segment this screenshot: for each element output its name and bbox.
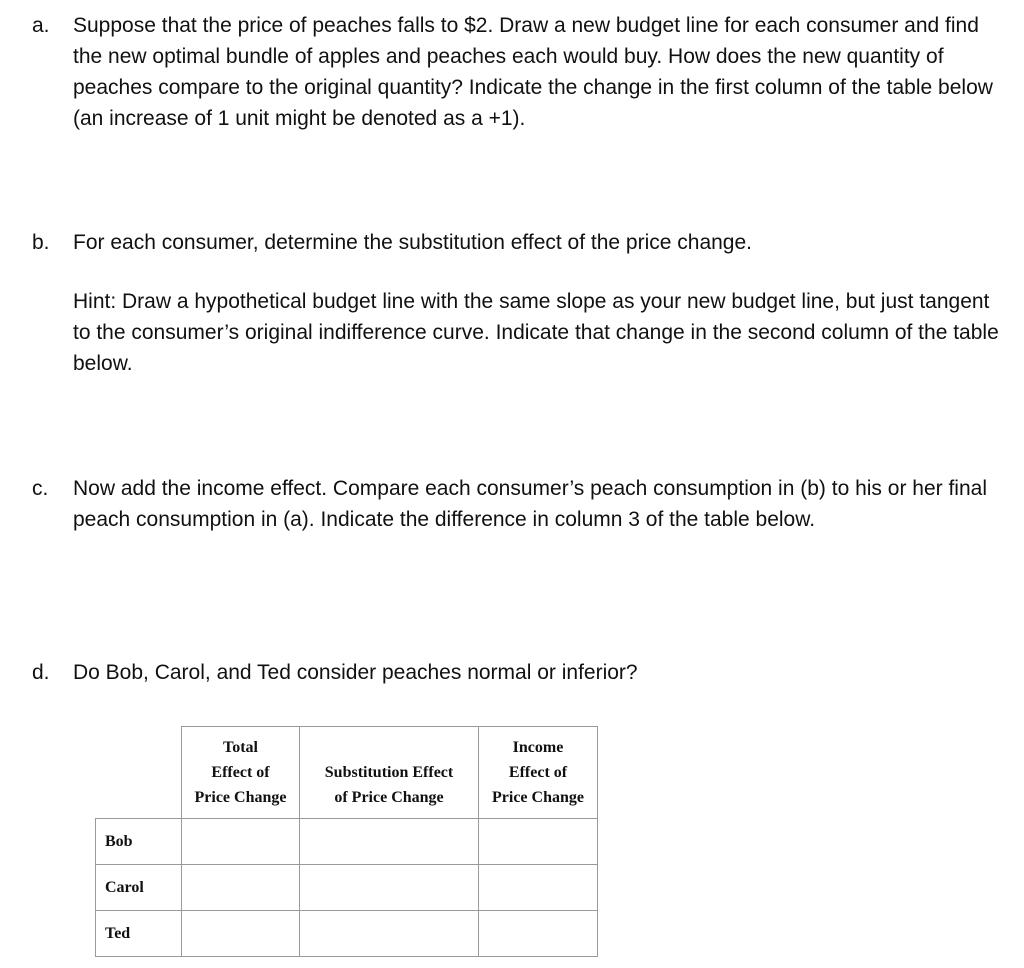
question-c xyxy=(32,473,1012,535)
effects-table xyxy=(95,726,598,957)
header-substitution-line: of Price Change xyxy=(334,789,444,806)
header-corner-cell xyxy=(96,727,182,819)
header-income-line: Effect of xyxy=(508,764,568,781)
header-total-line: Price Change xyxy=(194,789,287,806)
row-name-bob: Bob xyxy=(96,819,182,865)
question-b-letter: b. xyxy=(32,231,50,254)
question-c-text: Now add the income effect. Compare each consumer’s peach consumption in (b) to his or her final peach consumption in (a). Indicate the difference in column 3 of the table below. xyxy=(73,477,987,531)
header-total-line: Effect of xyxy=(211,764,270,781)
question-d-text: Do Bob, Carol, and Ted consider peaches normal or inferior? xyxy=(73,661,638,684)
header-substitution-line: Substitution Effect xyxy=(324,764,454,781)
cell-total-bob[interactable] xyxy=(182,819,300,865)
header-substitution-effect xyxy=(300,727,479,819)
question-a xyxy=(32,10,1012,134)
cell-substitution-ted[interactable] xyxy=(300,911,479,957)
table-row xyxy=(96,865,598,911)
cell-substitution-carol[interactable] xyxy=(300,865,479,911)
cell-total-ted[interactable] xyxy=(182,911,300,957)
question-a-text: Suppose that the price of peaches falls to $2. Draw a new budget line for each consumer and find the new optimal bundle of apples and peaches each would buy. How does the new quantity of peaches compare to the original quantity? Indicate the change in the first column of the table below (an increase of 1 unit might be denoted as a +1). xyxy=(73,14,993,130)
question-b-hint: Hint: Draw a hypothetical budget line with the same slope as your new budget line, but just tangent to the consumer’s original indifference curve. Indicate that change in the second column of the table below. xyxy=(73,290,999,375)
header-income-line: Income xyxy=(512,739,564,756)
cell-total-carol[interactable] xyxy=(182,865,300,911)
header-income-effect xyxy=(479,727,598,819)
header-income-line: Price Change xyxy=(492,789,584,806)
header-total-line: Total xyxy=(223,739,258,756)
cell-substitution-bob[interactable] xyxy=(300,819,479,865)
row-name-ted: Ted xyxy=(96,911,182,957)
header-total-effect xyxy=(182,727,300,819)
table-row xyxy=(96,911,598,957)
cell-income-carol[interactable] xyxy=(479,865,598,911)
question-b xyxy=(32,227,1012,379)
question-a-letter: a. xyxy=(32,14,50,37)
row-name-carol: Carol xyxy=(96,865,182,911)
table-row xyxy=(96,819,598,865)
question-d-letter: d. xyxy=(32,661,50,684)
table-header-row xyxy=(96,727,598,819)
question-c-letter: c. xyxy=(32,477,49,500)
header-substitution-line xyxy=(300,735,478,760)
cell-income-bob[interactable] xyxy=(479,819,598,865)
question-b-text: For each consumer, determine the substitution effect of the price change. xyxy=(73,231,753,254)
question-d xyxy=(32,657,1012,688)
cell-income-ted[interactable] xyxy=(479,911,598,957)
